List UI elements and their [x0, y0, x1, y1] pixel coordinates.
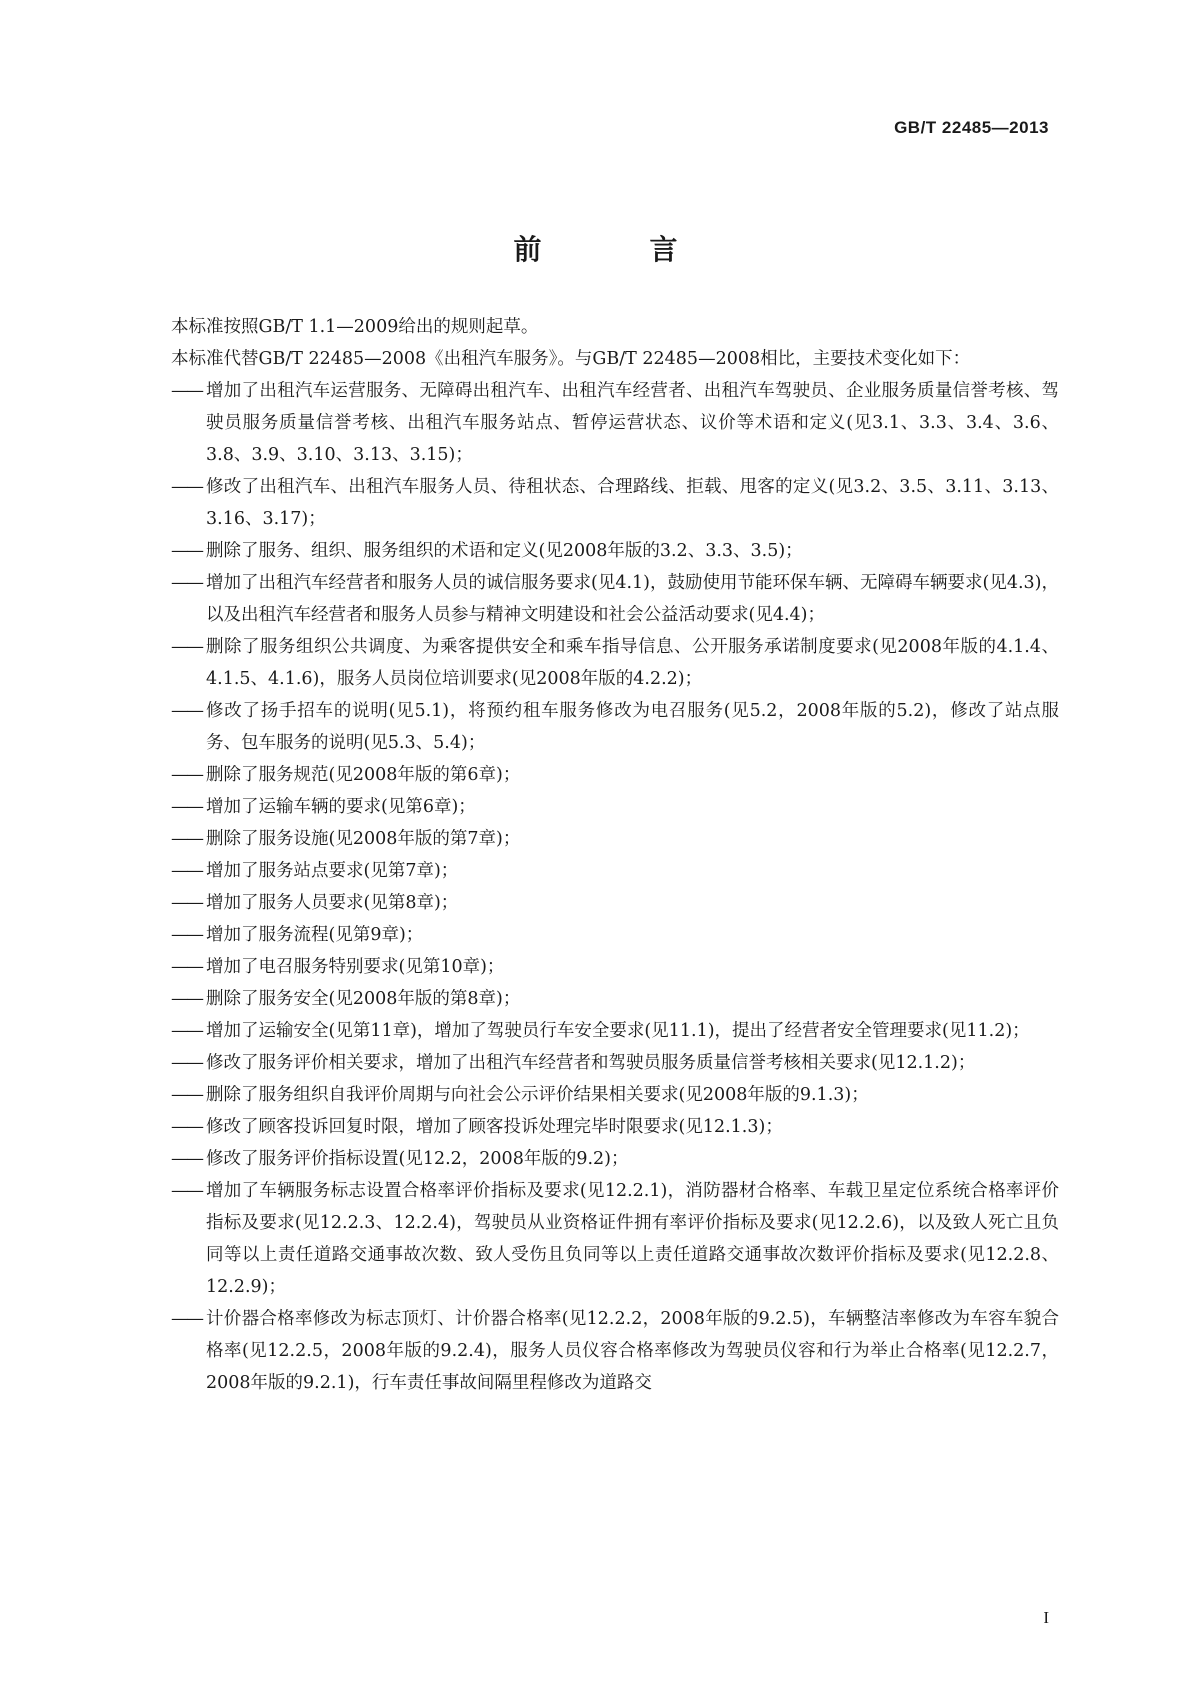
change-item-text: 增加了服务流程(见第9章)； — [206, 925, 424, 945]
dash-marker: —— — [171, 1021, 202, 1041]
dash-marker: —— — [171, 893, 202, 913]
change-item — [136, 1079, 1059, 1111]
change-item — [136, 535, 1059, 567]
change-item-text: 增加了服务站点要求(见第7章)； — [206, 861, 459, 881]
standard-code: GB/T 22485—2013 — [894, 118, 1049, 137]
change-item-text: 增加了服务人员要求(见第8章)； — [206, 893, 459, 913]
change-item — [136, 567, 1059, 631]
change-item-text: 计价器合格率修改为标志顶灯、计价器合格率(见12.2.2，2008年版的9.2.5)，车辆整洁率修改为车容车貌合格率(见12.2.5，2008年版的9.2.4)，服务人员仪容合格率修改为驾驶员仪容和行为举止合格率(见12.2.7，2008年版的9.2.1)，行车责任事故间隔里程修改为道路交 — [206, 1309, 1059, 1393]
change-item-text: 修改了扬手招车的说明(见5.1)，将预约租车服务修改为电召服务(见5.2，2008年版的5.2)，修改了站点服务、包车服务的说明(见5.3、5.4)； — [206, 701, 1059, 753]
paragraph-replacement: 本标准代替GB/T 22485—2008《出租汽车服务》。与GB/T 22485—2008相比，主要技术变化如下： — [171, 349, 971, 369]
paragraph-drafting-rules: 本标准按照GB/T 1.1—2009给出的规则起草。 — [171, 317, 539, 337]
dash-marker: —— — [171, 829, 202, 849]
dash-marker: —— — [171, 1053, 202, 1073]
change-item-text: 增加了运输车辆的要求(见第6章)； — [206, 797, 476, 817]
dash-marker: —— — [171, 1117, 202, 1137]
change-item — [136, 1143, 1059, 1175]
dash-marker: —— — [171, 1181, 202, 1201]
dash-marker: —— — [171, 989, 202, 1009]
dash-marker: —— — [171, 701, 202, 721]
change-item — [136, 951, 1059, 983]
change-item — [136, 631, 1059, 695]
change-item-text: 增加了车辆服务标志设置合格率评价指标及要求(见12.2.1)，消防器材合格率、车载卫星定位系统合格率评价指标及要求(见12.2.3、12.2.4)，驾驶员从业资格证件拥有率评价指标及要求(见12.2.6)，以及致人死亡且负同等以上责任道路交通事故次数、致人受伤且负同等以上责任道路交通事故次数评价指标及要求(见12.2.8、12.2.9)； — [206, 1181, 1059, 1297]
change-item-text: 增加了运输安全(见第11章)，增加了驾驶员行车安全要求(见11.1)，提出了经营者安全管理要求(见11.2)； — [206, 1021, 1030, 1041]
dash-marker: —— — [171, 1085, 202, 1105]
change-item — [136, 1015, 1059, 1047]
change-item-text: 删除了服务组织公共调度、为乘客提供安全和乘车指导信息、公开服务承诺制度要求(见2008年版的4.1.4、4.1.5、4.1.6)，服务人员岗位培训要求(见2008年版的4.2.2)； — [206, 637, 1059, 689]
change-item — [136, 1303, 1059, 1399]
change-item — [136, 791, 1059, 823]
change-item-text: 删除了服务规范(见2008年版的第6章)； — [206, 765, 521, 785]
dash-marker: —— — [171, 381, 202, 401]
change-item — [136, 919, 1059, 951]
change-item-text: 删除了服务组织自我评价周期与向社会公示评价结果相关要求(见2008年版的9.1.3)； — [206, 1085, 869, 1105]
change-item-text: 增加了电召服务特别要求(见第10章)； — [206, 957, 505, 977]
change-item — [136, 1111, 1059, 1143]
change-item-text: 删除了服务安全(见2008年版的第8章)； — [206, 989, 521, 1009]
change-item-text: 删除了服务、组织、服务组织的术语和定义(见2008年版的3.2、3.3、3.5)； — [206, 541, 803, 561]
change-item — [136, 1175, 1059, 1303]
dash-marker: —— — [171, 1309, 202, 1329]
foreword-body — [136, 311, 1059, 1399]
dash-marker: —— — [171, 573, 202, 593]
change-item — [136, 759, 1059, 791]
dash-marker: —— — [171, 1149, 202, 1169]
change-item — [136, 983, 1059, 1015]
change-item-text: 删除了服务设施(见2008年版的第7章)； — [206, 829, 521, 849]
change-item — [136, 471, 1059, 535]
dash-marker: —— — [171, 541, 202, 561]
change-item-text: 修改了服务评价相关要求，增加了出租汽车经营者和驾驶员服务质量信誉考核相关要求(见12.1.2)； — [206, 1053, 976, 1073]
change-item — [136, 855, 1059, 887]
dash-marker: —— — [171, 957, 202, 977]
change-item — [136, 695, 1059, 759]
dash-marker: —— — [171, 861, 202, 881]
change-item-text: 增加了出租汽车经营者和服务人员的诚信服务要求(见4.1)，鼓励使用节能环保车辆、无障碍车辆要求(见4.3)，以及出租汽车经营者和服务人员参与精神文明建设和社会公益活动要求(见4.4)； — [206, 573, 1059, 625]
change-item — [136, 1047, 1059, 1079]
change-item-text: 修改了顾客投诉回复时限，增加了顾客投诉处理完毕时限要求(见12.1.3)； — [206, 1117, 783, 1137]
change-item — [136, 887, 1059, 919]
page-number: I — [1043, 1608, 1049, 1627]
change-item-text: 修改了服务评价指标设置(见12.2，2008年版的9.2)； — [206, 1149, 629, 1169]
dash-marker: —— — [171, 925, 202, 945]
dash-marker: —— — [171, 477, 202, 497]
dash-marker: —— — [171, 637, 202, 657]
change-item-text: 修改了出租汽车、出租汽车服务人员、待租状态、合理路线、拒载、甩客的定义(见3.2、3.5、3.11、3.13、3.16、3.17)； — [206, 477, 1059, 529]
dash-marker: —— — [171, 797, 202, 817]
change-item-text: 增加了出租汽车运营服务、无障碍出租汽车、出租汽车经营者、出租汽车驾驶员、企业服务质量信誉考核、驾驶员服务质量信誉考核、出租汽车服务站点、暂停运营状态、议价等术语和定义(见3.1、3.3、3.4、3.6、3.8、3.9、3.10、3.13、3.15)； — [206, 381, 1059, 465]
change-item — [136, 375, 1059, 471]
dash-marker: —— — [171, 765, 202, 785]
page-title: 前 言 — [513, 233, 718, 266]
change-item — [136, 823, 1059, 855]
